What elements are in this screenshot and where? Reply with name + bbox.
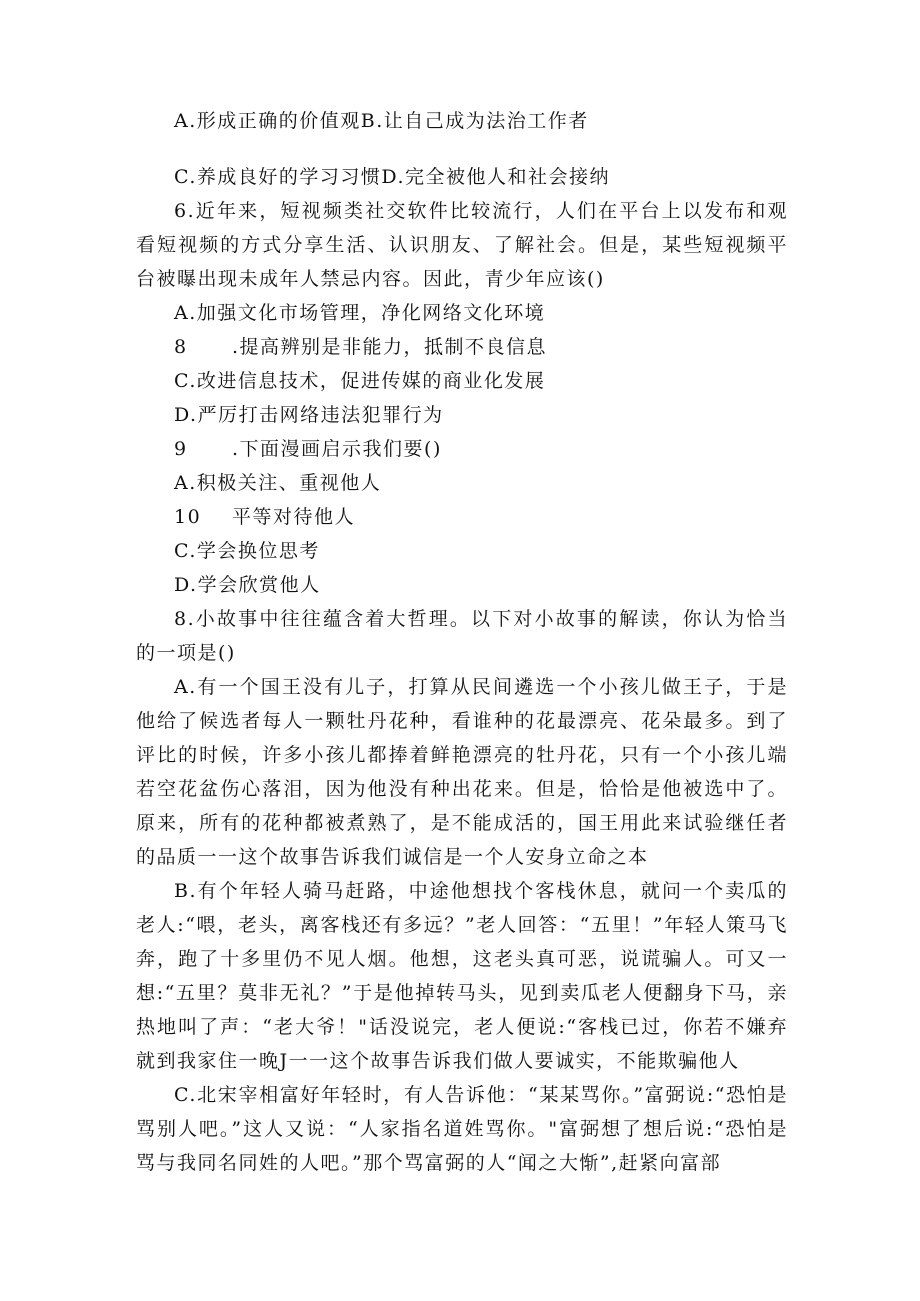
q7-option-d: D.学会欣赏他人: [174, 574, 321, 596]
q7-stem-text: .下面漫画启示我们要(): [232, 438, 442, 460]
q8-option-c: C.北宋宰相富好年轻时，有人告诉他：“某某骂你。”富弼说:“恐怕是骂别人吧。”这人又说：“人家指名道姓骂你。"富弼想了想后说:“恐怕是骂与我同名同姓的人吧。”那个骂富弼的人“闻之大惭”,赶紧向富部: [136, 1084, 788, 1174]
q6-number: 6: [174, 200, 188, 222]
q8-option-b: B.有个年轻人骑马赶路，中途他想找个客栈休息，就问一个卖瓜的老人:“喂，老头，离客栈还有多远？”老人回答：“五里！”年轻人策马飞奔，跑了十多里仍不见人烟。他想，这老头真可恶，说谎骗人。可又一想:“五里？莫非无礼？”于是他掉转马头，见到卖瓜老人便翻身下马，亲热地叫了声：“老大爷！"话没说完，老人便说:“客栈已过，你若不嫌弃就到我家住一晚J一一这个故事告诉我们做人要诚实，不能欺骗他人: [136, 880, 788, 1072]
q6-stem-text: .近年来，短视频类社交软件比较流行，人们在平台上以发布和观看短视频的方式分享生活、认识朋友、了解社会。但是，某些短视频平台被曝出现未成年人禁忌内容。因此，青少年应该(): [136, 200, 788, 290]
q6-option-a: A.加强文化市场管理，净化网络文化环境: [174, 302, 546, 324]
q7-number: 9: [174, 438, 188, 460]
q6-option-b-number: 8: [174, 336, 188, 358]
q7-option-b-text: 平等对待他人: [232, 506, 356, 528]
q8-option-a: A.有一个国王没有儿子，打算从民间遴选一个小孩儿做王子，于是他给了候选者每人一颗牡丹花种，看谁种的花最漂亮、花朵最多。到了评比的时候，许多小孩儿都捧着鲜艳漂亮的牡丹花，只有一个小孩儿端若空花盆伤心落泪，因为他没有种出花来。但是，恰恰是他被选中了。原来，所有的花种都被煮熟了，是不能成活的，国王用此来试验继任者的品质一一这个故事告诉我们诚信是一个人安身立命之本: [136, 676, 788, 868]
q7-option-b-number: 10: [174, 506, 202, 528]
q5-options-cd: C.养成良好的学习习惯D.完全被他人和社会接纳: [174, 166, 610, 188]
q6-option-d: D.严厉打击网络违法犯罪行为: [174, 404, 444, 426]
q7-stem: [136, 432, 788, 466]
q5-options-ab: A.形成正确的价值观B.让自己成为法治工作者: [174, 110, 589, 132]
q7-option-a: A.积极关注、重视他人: [174, 472, 382, 494]
q7-option-c: C.学会换位思考: [174, 540, 320, 562]
q6-option-c: C.改进信息技术，促进传媒的商业化发展: [174, 370, 546, 392]
q6-option-b-text: .提高辨别是非能力，抵制不良信息: [232, 336, 548, 358]
q8-stem: 8.小故事中往往蕴含着大哲理。以下对小故事的解读，你认为恰当的一项是(): [136, 608, 788, 664]
q7-option-b: [136, 500, 788, 534]
q6-option-b: [136, 330, 788, 364]
q6-stem: [136, 194, 788, 296]
